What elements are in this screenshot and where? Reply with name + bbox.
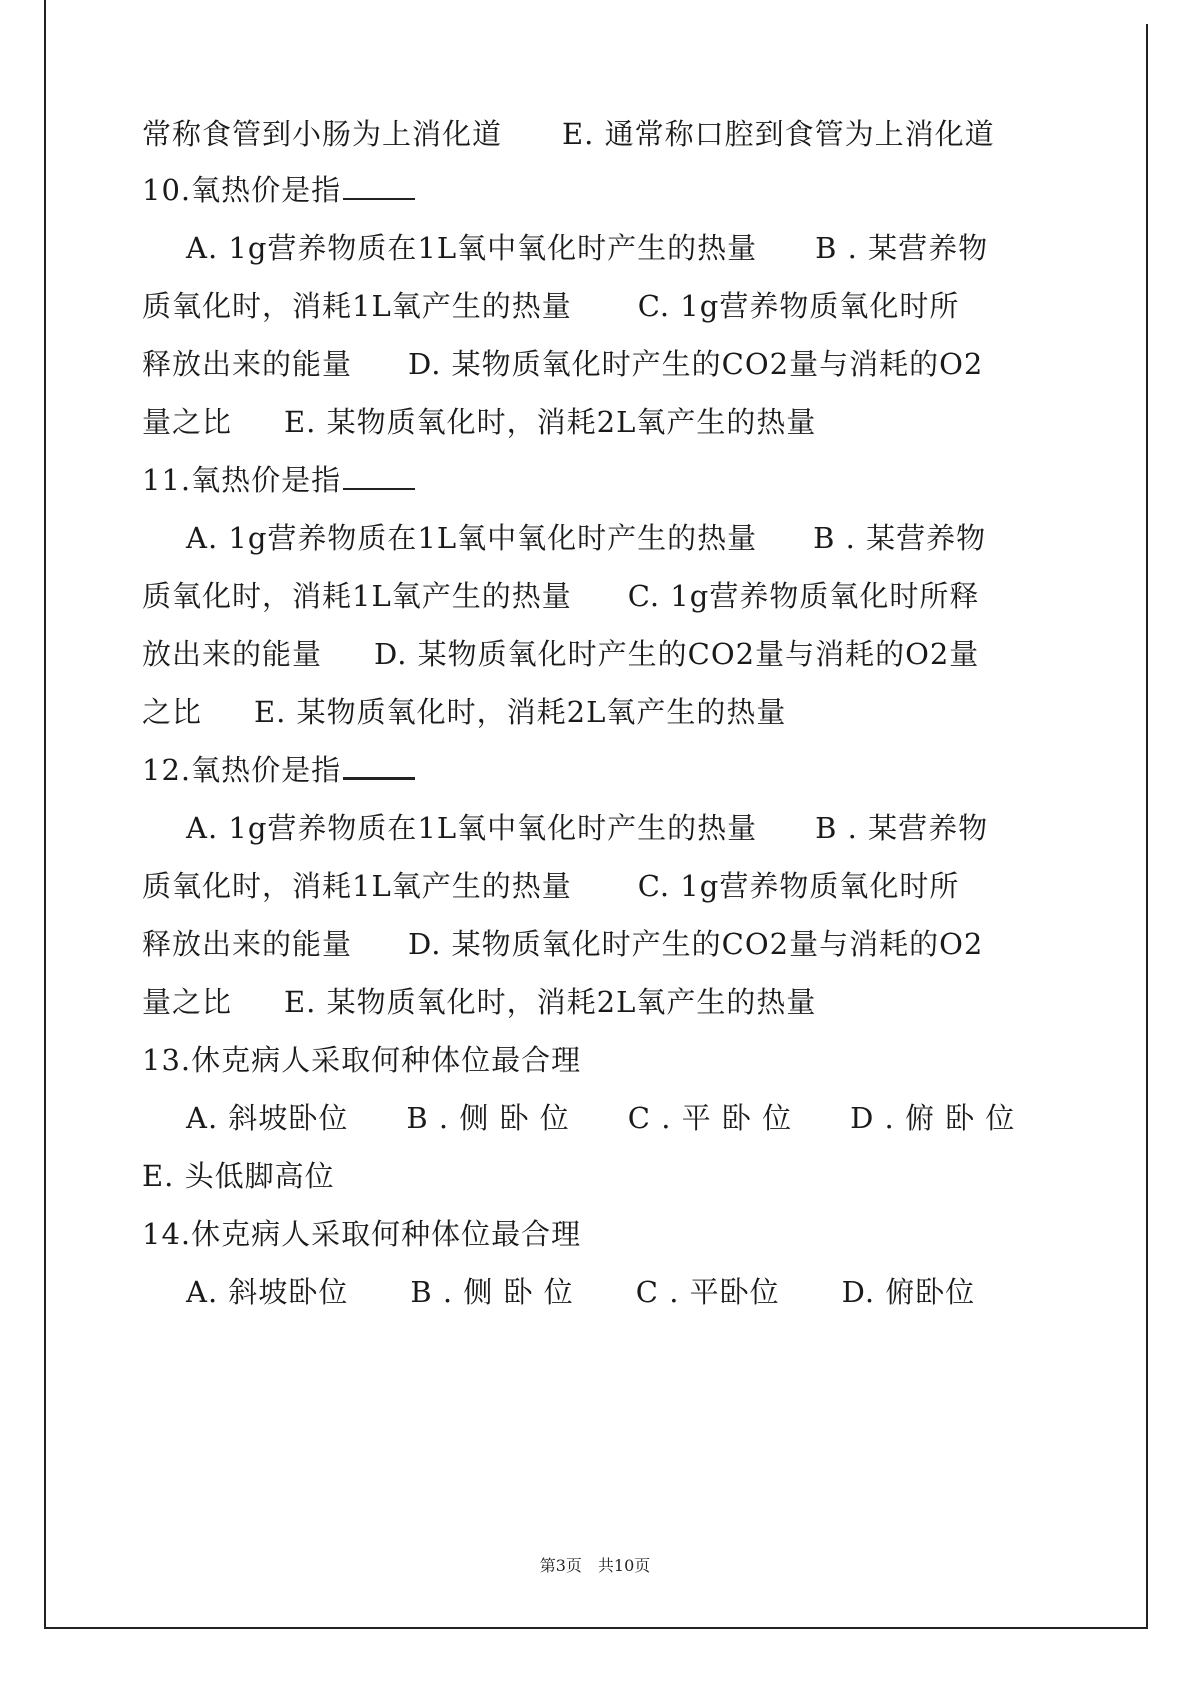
answer-blank xyxy=(343,751,415,780)
option-text: 常称食管到小肠为上消化道 xyxy=(142,117,503,151)
question-12-title: 12.氧热价是指 xyxy=(142,750,415,790)
question-11-options-line1: A. 1g营养物质在1L氧中氧化时产生的热量 B . 某营养物 xyxy=(186,521,987,555)
question-11-options-line3: 放出来的能量 D. 某物质氧化时产生的CO2量与消耗的O2量 xyxy=(142,637,980,671)
question-10-options-line2: 质氧化时，消耗1L氧产生的热量 C. 1g营养物质氧化时所 xyxy=(142,289,960,323)
question-10-title: 10.氧热价是指 xyxy=(142,170,415,210)
question-12-options-line1: A. 1g营养物质在1L氧中氧化时产生的热量 B . 某营养物 xyxy=(186,811,989,845)
question-10-options-line4: 量之比 E. 某物质氧化时，消耗2L氧产生的热量 xyxy=(142,405,817,439)
question-11-options-line4: 之比 E. 某物质氧化时，消耗2L氧产生的热量 xyxy=(142,695,787,729)
answer-blank xyxy=(343,462,415,490)
question-11-options-line2: 质氧化时，消耗1L氧产生的热量 C. 1g营养物质氧化时所释 xyxy=(142,579,980,613)
question-13-options-line1: A. 斜坡卧位 B . 侧 卧 位 C . 平 卧 位 D . 俯 卧 位 xyxy=(186,1101,1016,1135)
page-border-right xyxy=(1146,24,1148,1628)
question-10-options-line1: A. 1g营养物质在1L氧中氧化时产生的热量 B . 某营养物 xyxy=(186,231,989,265)
answer-blank xyxy=(343,172,415,200)
question-12-options-line2: 质氧化时，消耗1L氧产生的热量 C. 1g营养物质氧化时所 xyxy=(142,869,960,903)
page-total: 共10页 xyxy=(597,1556,651,1575)
question-10-options-line3: 释放出来的能量 D. 某物质氧化时产生的CO2量与消耗的O2 xyxy=(142,347,984,381)
question-14-options-line1: A. 斜坡卧位 B . 侧 卧 位 C . 平卧位 D. 俯卧位 xyxy=(186,1275,976,1309)
question-12-options-line3: 释放出来的能量 D. 某物质氧化时产生的CO2量与消耗的O2 xyxy=(142,927,984,961)
question-14-title: 14.休克病人采取何种体位最合理 xyxy=(142,1217,582,1251)
page-border-left xyxy=(44,0,46,1628)
text-line xyxy=(142,114,995,154)
page-number: 第3页 xyxy=(539,1556,582,1575)
question-13-title: 13.休克病人采取何种体位最合理 xyxy=(142,1043,582,1077)
question-11-title: 11.氧热价是指 xyxy=(142,460,415,500)
page-border-bottom xyxy=(44,1627,1148,1629)
page-footer xyxy=(0,1553,1190,1576)
question-13-options-line2: E. 头低脚高位 xyxy=(142,1159,335,1193)
question-12-options-line4: 量之比 E. 某物质氧化时，消耗2L氧产生的热量 xyxy=(142,985,817,1019)
option-text: E. 通常称口腔到食管为上消化道 xyxy=(562,117,995,151)
